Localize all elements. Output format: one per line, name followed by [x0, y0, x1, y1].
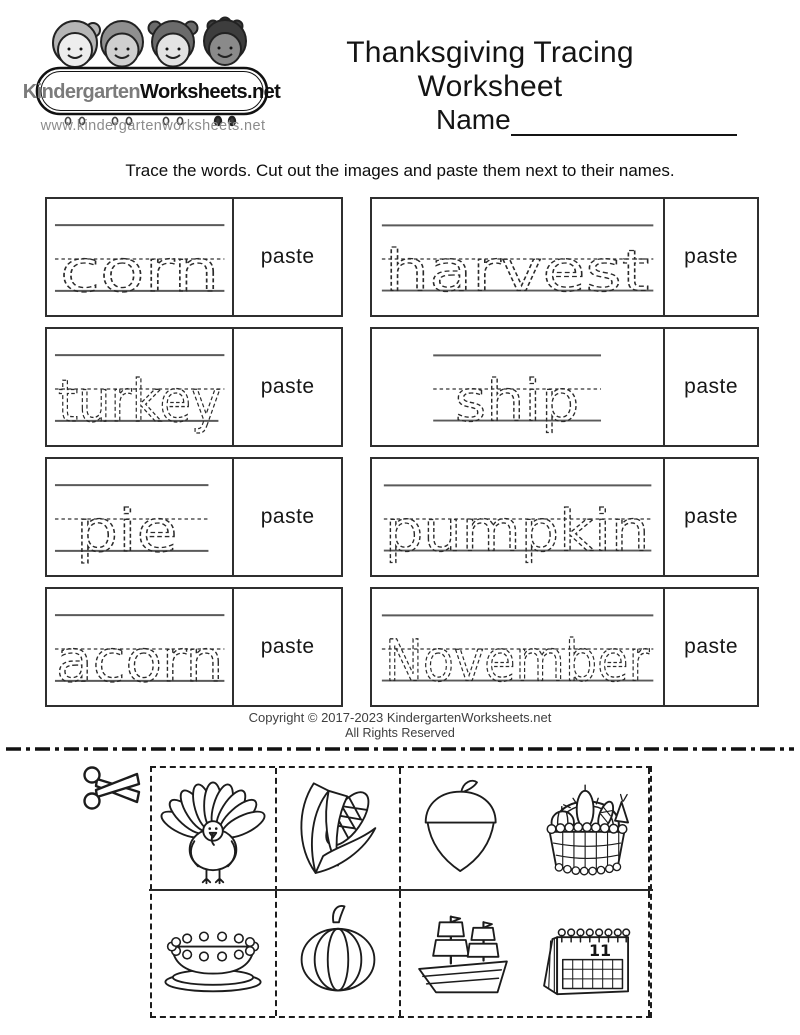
cutout-grid — [150, 766, 652, 1018]
site-url: www.kindergartenworksheets.net — [40, 118, 266, 134]
calendar-number: 11 — [588, 940, 611, 960]
scissors-icon — [82, 762, 144, 814]
cutout-cell — [277, 768, 402, 892]
logo-wordmark — [22, 70, 281, 114]
paste-box — [663, 329, 757, 445]
paste-label: paste — [260, 635, 315, 658]
tracing-word-corn: corn — [59, 236, 220, 305]
trace-cell-harvest — [370, 197, 759, 317]
trace-cell-november — [370, 587, 759, 707]
paste-box — [663, 589, 757, 705]
pie-image — [157, 898, 269, 1010]
logo-brand-part1: Kindergarten — [22, 80, 141, 103]
paste-label: paste — [684, 505, 739, 528]
tracing-area — [372, 459, 663, 575]
tracing-word-turkey: turkey — [57, 366, 222, 435]
trace-cell-pumpkin — [370, 457, 759, 577]
trace-cell-turkey — [45, 327, 343, 447]
paste-label: paste — [260, 505, 315, 528]
paste-box — [232, 329, 341, 445]
calendar-image — [531, 898, 643, 1010]
site-logo — [22, 16, 281, 141]
tracing-word-ship: ship — [454, 367, 580, 435]
corn-image — [282, 774, 394, 886]
tracing-word-harvest: harvest — [384, 237, 650, 305]
cutout-cell — [526, 892, 651, 1016]
acorn-image — [407, 774, 519, 886]
paste-box — [663, 199, 757, 315]
paste-label: paste — [684, 245, 739, 268]
tracing-word-acorn: acorn — [55, 626, 224, 695]
cutout-cell — [401, 892, 526, 1016]
name-field — [436, 104, 737, 136]
tracing-area — [47, 459, 232, 575]
paste-box — [232, 459, 341, 575]
name-blank-line — [511, 106, 737, 136]
logo-brand-part2: Worksheets.net — [140, 80, 281, 103]
pumpkin-image — [282, 898, 394, 1010]
ship-image — [407, 898, 519, 1010]
instruction-text: Trace the words. Cut out the images and paste them next to their names. — [125, 161, 675, 180]
paste-label: paste — [260, 245, 315, 268]
harvest-basket-image — [531, 774, 643, 886]
trace-cell-acorn — [45, 587, 343, 707]
copyright-block — [0, 710, 800, 741]
name-label: Name — [436, 104, 511, 135]
copyright-line: Copyright © 2017-2023 KindergartenWorksheets.net — [248, 710, 552, 725]
turkey-image — [157, 774, 269, 886]
tracing-word-november: November — [384, 627, 650, 695]
trace-cell-ship — [370, 327, 759, 447]
tracing-area — [47, 199, 232, 315]
paste-label: paste — [684, 375, 739, 398]
tracing-area — [372, 589, 663, 705]
paste-box — [663, 459, 757, 575]
tracing-area — [47, 589, 232, 705]
rights-line: All Rights Reserved — [345, 725, 455, 740]
cut-here-dashed-line — [0, 745, 800, 753]
page-title: Thanksgiving Tracing Worksheet — [346, 36, 634, 103]
cutout-cell — [401, 768, 526, 892]
cutout-cell — [152, 892, 277, 1016]
trace-cell-corn — [45, 197, 343, 317]
tracing-area — [47, 329, 232, 445]
grid-row-divider — [149, 889, 653, 891]
tracing-word-pumpkin: pumpkin — [384, 497, 650, 565]
cutout-cell — [277, 892, 402, 1016]
tracing-area — [372, 329, 663, 445]
paste-box — [232, 199, 341, 315]
tracing-word-pie: pie — [75, 496, 178, 565]
paste-box — [232, 589, 341, 705]
tracing-area — [372, 199, 663, 315]
cutout-cell — [526, 768, 651, 892]
paste-label: paste — [684, 635, 739, 658]
paste-label: paste — [260, 375, 315, 398]
cutout-cell — [152, 768, 277, 892]
trace-cell-pie — [45, 457, 343, 577]
